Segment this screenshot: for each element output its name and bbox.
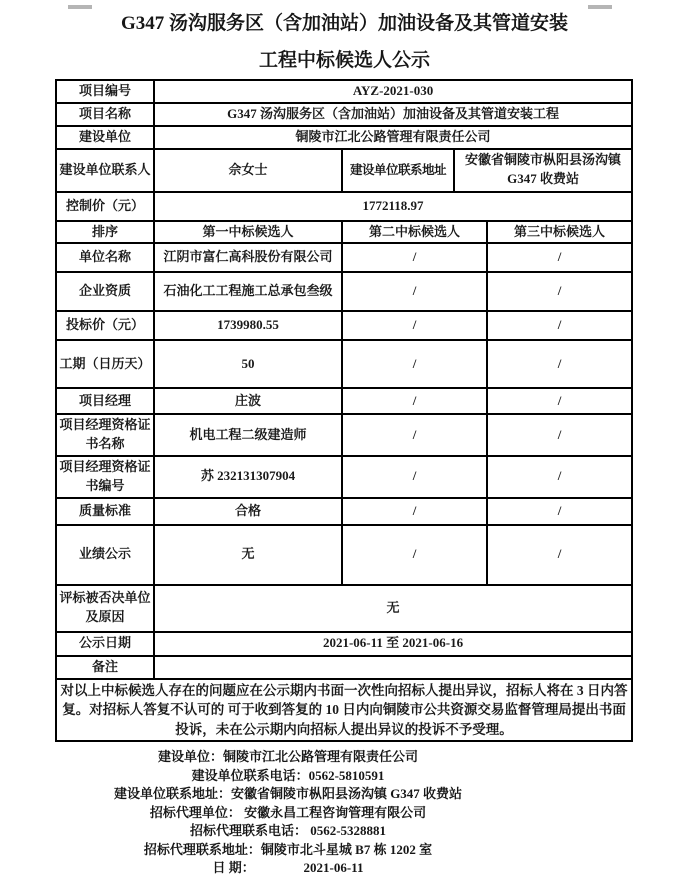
row-cert-number	[56, 456, 632, 498]
footer-agent: 招标代理单位： 安徽永昌工程咨询管理有限公司	[149, 804, 427, 820]
candidate-3-value: /	[487, 388, 632, 414]
field-value: 2021-06-11 至 2021-06-16	[154, 632, 632, 656]
candidate-3-value: /	[487, 272, 632, 311]
row-objection-notice	[56, 679, 632, 742]
row-project-no	[56, 80, 632, 103]
candidate-2-value: /	[342, 456, 487, 498]
field-label: 控制价（元）	[56, 192, 154, 221]
column-header: 第二中标候选人	[342, 221, 487, 244]
announcement-table	[55, 79, 633, 742]
field-value: AYZ-2021-030	[154, 80, 632, 103]
field-label: 企业资质	[56, 272, 154, 311]
scan-artifact	[588, 5, 612, 9]
footer-agent-phone: 招标代理联系电话： 0562-5328881	[189, 823, 387, 839]
field-label: 项目编号	[56, 80, 154, 103]
column-header: 第一中标候选人	[154, 221, 342, 244]
field-label: 工期（日历天）	[56, 340, 154, 388]
field-label: 项目经理资格证书编号	[56, 456, 154, 498]
footer-builder-phone: 建设单位联系电话：0562-5810591	[191, 767, 385, 783]
field-value: 1772118.97	[154, 192, 632, 221]
row-cert-name	[56, 414, 632, 456]
candidate-3-value: /	[487, 456, 632, 498]
candidate-3-value: /	[487, 243, 632, 272]
row-quality-standard	[56, 498, 632, 525]
footer-agent-addr: 招标代理联系地址：铜陵市北斗星城 B7 栋 1202 室	[143, 841, 433, 857]
field-label: 建设单位	[56, 126, 154, 149]
scan-artifact	[68, 5, 92, 9]
candidate-3-value: /	[487, 525, 632, 585]
candidate-2-value: /	[342, 272, 487, 311]
page-title-line1: G347 汤沟服务区（含加油站）加油设备及其管道安装	[120, 13, 569, 34]
row-candidate-header	[56, 221, 632, 244]
candidate-3-value: /	[487, 414, 632, 456]
contact-name: 佘女士	[154, 149, 342, 192]
candidate-3-value: /	[487, 498, 632, 525]
objection-notice: 对以上中标候选人存在的问题应在公示期内书面一次性向招标人提出异议，招标人将在 3 日内答复。对招标人答复不认可的 可于收到答复的 10 日内向铜陵市公共资源交易监督管理局提出书面投诉，未在公示期内向招标人提出异议的投诉不予受理。	[56, 679, 632, 742]
candidate-1-value: 机电工程二级建造师	[154, 414, 342, 456]
field-label: 公示日期	[56, 632, 154, 656]
field-label: 投标价（元）	[56, 311, 154, 340]
candidate-2-value: /	[342, 243, 487, 272]
field-label: 备注	[56, 656, 154, 679]
row-publicity-date	[56, 632, 632, 656]
row-bid-price	[56, 311, 632, 340]
row-company-name	[56, 243, 632, 272]
footer-builder-addr: 建设单位联系地址：安徽省铜陵市枞阳县汤沟镇 G347 收费站	[113, 786, 463, 802]
row-control-price	[56, 192, 632, 221]
row-project-manager	[56, 388, 632, 414]
field-label: 建设单位联系地址	[342, 149, 454, 192]
row-duration	[56, 340, 632, 388]
signature-block	[55, 748, 521, 878]
field-label: 建设单位联系人	[56, 149, 154, 192]
contact-address: 安徽省铜陵市枞阳县汤沟镇G347 收费站	[454, 149, 632, 192]
page-title-line2: 工程中标候选人公示	[258, 50, 430, 71]
candidate-1-value: 苏 232131307904	[154, 456, 342, 498]
field-label: 业绩公示	[56, 525, 154, 585]
candidate-1-value: 无	[154, 525, 342, 585]
field-label: 项目名称	[56, 103, 154, 126]
row-performance	[56, 525, 632, 585]
row-builder	[56, 126, 632, 149]
row-contact	[56, 149, 632, 192]
announcement-page	[0, 5, 689, 876]
candidate-1-value: 石油化工工程施工总承包叁级	[154, 272, 342, 311]
footer-builder: 建设单位：铜陵市江北公路管理有限责任公司	[157, 749, 418, 765]
column-header: 第三中标候选人	[487, 221, 632, 244]
candidate-2-value: /	[342, 388, 487, 414]
field-value: 铜陵市江北公路管理有限责任公司	[154, 126, 632, 149]
field-value: 无	[154, 585, 632, 632]
candidate-3-value: /	[487, 340, 632, 388]
candidate-1-value: 江阴市富仁高科股份有限公司	[154, 243, 342, 272]
row-rejected-bidders	[56, 585, 632, 632]
candidate-2-value: /	[342, 525, 487, 585]
field-value: G347 汤沟服务区（含加油站）加油设备及其管道安装工程	[154, 103, 632, 126]
candidate-1-value: 庄波	[154, 388, 342, 414]
field-value	[154, 656, 632, 679]
row-project-name	[56, 103, 632, 126]
field-label: 单位名称	[56, 243, 154, 272]
candidate-2-value: /	[342, 311, 487, 340]
field-label: 项目经理资格证书名称	[56, 414, 154, 456]
candidate-2-value: /	[342, 340, 487, 388]
candidate-2-value: /	[342, 498, 487, 525]
field-label: 质量标准	[56, 498, 154, 525]
candidate-3-value: /	[487, 311, 632, 340]
candidate-1-value: 合格	[154, 498, 342, 525]
row-remark	[56, 656, 632, 679]
field-label: 项目经理	[56, 388, 154, 414]
candidate-2-value: /	[342, 414, 487, 456]
footer-date: 日 期： 2021-06-11	[212, 860, 364, 876]
field-label: 排序	[56, 221, 154, 244]
candidate-1-value: 50	[154, 340, 342, 388]
row-qualification	[56, 272, 632, 311]
field-label: 评标被否决单位及原因	[56, 585, 154, 632]
page-title	[0, 5, 689, 79]
candidate-1-value: 1739980.55	[154, 311, 342, 340]
